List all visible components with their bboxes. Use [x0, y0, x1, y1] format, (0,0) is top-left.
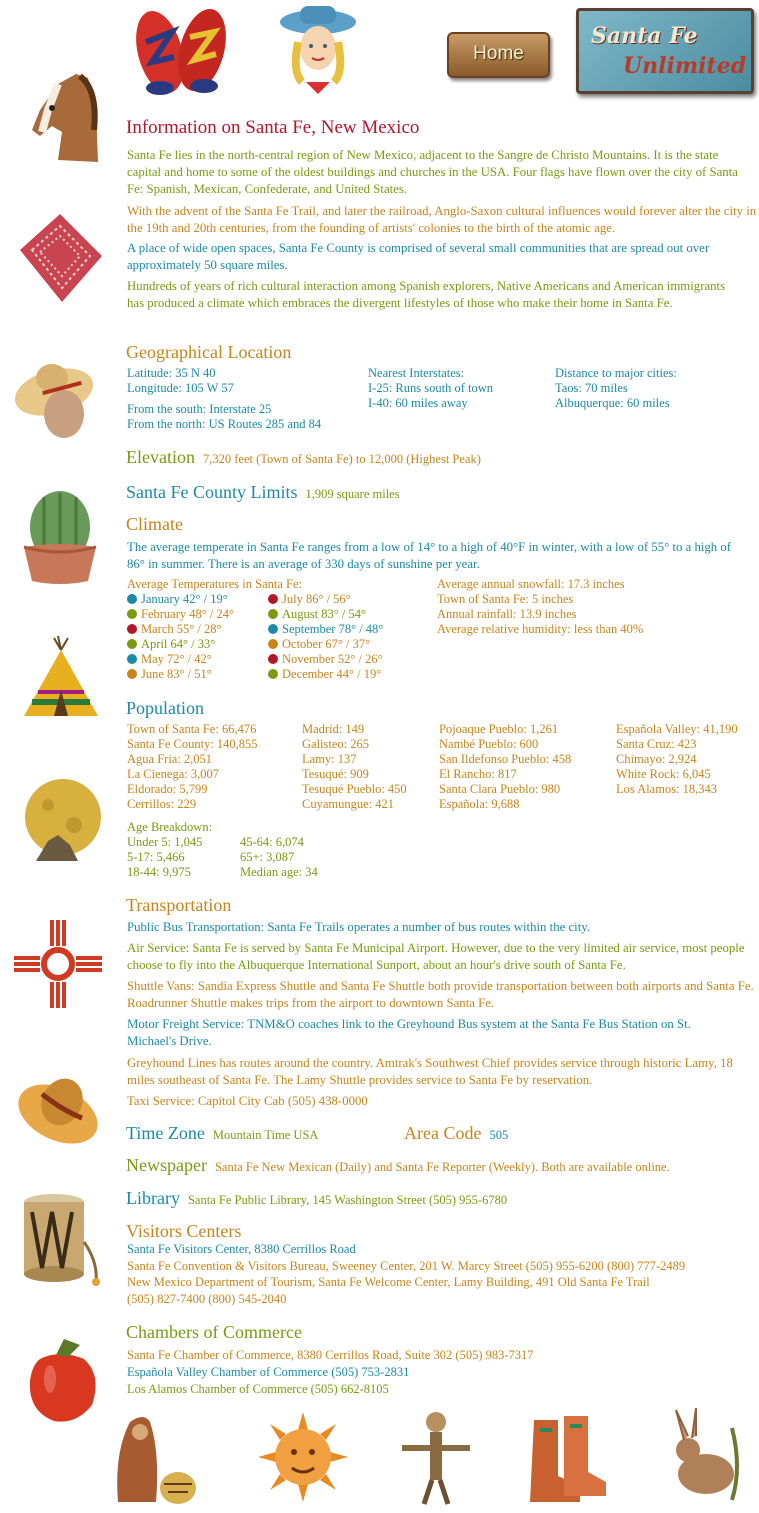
pop-item: Española: 9,688 — [439, 797, 520, 811]
month-october: October 67° / 37° — [268, 637, 383, 652]
county-label: Santa Fe County Limits — [126, 482, 298, 502]
population-col2 — [302, 722, 407, 812]
visitors-list — [127, 1241, 685, 1307]
month-january: January 42° / 19° — [127, 592, 234, 607]
santa-fe-unlimited-logo[interactable] — [576, 8, 754, 94]
newspaper-heading — [126, 1155, 670, 1176]
pop-item: San Ildefonso Pueblo: 458 — [439, 752, 572, 766]
pop-item: Madrid: 149 — [302, 722, 365, 736]
month-march: March 55° / 28° — [127, 622, 234, 637]
logo-title: Santa Fe — [591, 23, 698, 49]
swirl-bullet-icon — [127, 639, 137, 649]
sun-face-icon — [258, 1412, 348, 1502]
timezone-heading — [126, 1123, 318, 1144]
areacode-value: 505 — [489, 1128, 509, 1142]
logo-subtitle: Unlimited — [623, 53, 747, 79]
month-june: June 83° / 51° — [127, 667, 234, 682]
climate-stat-town: Town of Santa Fe: 5 inches — [437, 592, 574, 606]
population-col1 — [127, 722, 258, 812]
drum-icon — [14, 1192, 104, 1288]
visitors-line: Santa Fe Convention & Visitors Bureau, Sweeney Center, 201 W. Marcy Street (505) 955-6200 (800) 777-2489 — [127, 1258, 686, 1273]
geo-i40: I-40: 60 miles away — [368, 396, 468, 410]
month-november: November 52° / 26° — [268, 652, 383, 667]
geo-albuquerque: Albuquerque: 60 miles — [555, 396, 670, 410]
cowboy-boots-icon — [524, 1416, 608, 1508]
swirl-bullet-icon — [268, 639, 278, 649]
pop-item: Española Valley: 41,190 — [616, 722, 738, 736]
chambers-heading: Chambers of Commerce — [126, 1322, 302, 1342]
home-button[interactable]: Home — [447, 32, 550, 78]
pop-item: Nambé Pueblo: 600 — [439, 737, 539, 751]
library-label: Library — [126, 1188, 180, 1208]
bandana-icon — [10, 210, 106, 306]
swirl-bullet-icon — [127, 609, 137, 619]
county-heading — [126, 482, 400, 503]
swirl-bullet-icon — [268, 624, 278, 634]
geo-heading: Geographical Location — [126, 342, 292, 362]
county-value: 1,909 square miles — [305, 487, 400, 501]
pop-item: La Cienega: 3,007 — [127, 767, 219, 781]
elevation-heading — [126, 447, 481, 468]
geo-longitude: Longitude: 105 W 57 — [127, 381, 234, 395]
scarecrow-icon — [396, 1408, 476, 1506]
pop-item: Santa Clara Pueblo: 980 — [439, 782, 561, 796]
pop-item: Town of Santa Fe: 66,476 — [127, 722, 257, 736]
geo-from-north: From the north: US Routes 285 and 84 — [127, 417, 322, 431]
population-col3 — [439, 722, 571, 812]
visitors-heading: Visitors Centers — [126, 1221, 242, 1241]
swirl-bullet-icon — [268, 609, 278, 619]
library-value: Santa Fe Public Library, 145 Washington Street (505) 955-6780 — [187, 1193, 508, 1207]
page-title — [126, 117, 419, 139]
horse-icon — [18, 70, 108, 165]
age-item: Under 5: 1,045 — [127, 835, 203, 849]
climate-months-col2 — [268, 592, 383, 682]
swirl-bullet-icon — [268, 669, 278, 679]
geo-distance-title: Distance to major cities: — [555, 366, 677, 380]
age-col1 — [127, 835, 202, 880]
climate-stat-snowfall: Average annual snowfall: 17.3 inches — [437, 577, 625, 591]
age-title: Age Breakdown: — [127, 820, 213, 834]
elevation-value: 7,320 feet (Town of Santa Fe) to 12,000 (Highest Peak) — [202, 452, 481, 466]
pop-item: Lamy: 137 — [302, 752, 357, 766]
geo-coords — [127, 366, 321, 432]
month-april: April 64° / 33° — [127, 637, 234, 652]
cactus-pot-icon — [14, 487, 106, 587]
geo-taos: Taos: 70 miles — [555, 381, 628, 395]
month-july: July 86° / 56° — [268, 592, 383, 607]
swirl-bullet-icon — [127, 669, 137, 679]
moccasins-icon — [132, 2, 232, 98]
intro-paragraph-3: A place of wide open spaces, Santa Fe County is comprised of several small communities that are spread out over approximately 50 square miles. — [127, 241, 710, 272]
swirl-bullet-icon — [268, 594, 278, 604]
zia-sun-symbol-icon — [12, 916, 104, 1012]
transport-greyhound: Greyhound Lines has routes around the country. Amtrak's Southwest Chief provides service through historic Lamy, 18 miles southeast of Santa Fe. The Lamy Shuttle provides service to Santa Fe by reservation. — [127, 1056, 733, 1087]
geo-from-south: From the south: Interstate 25 — [127, 402, 272, 416]
transport-air: Air Service: Santa Fe is served by Santa Fe Municipal Airport. However, due to the very limited air service, most people choose to fly into the Albuquerque International Sunport, about an hour's drive south of Santa Fe. — [127, 941, 745, 972]
pop-item: Galisteo: 265 — [302, 737, 370, 751]
intro-paragraph-1: Santa Fe lies in the north-central region of New Mexico, adjacent to the Sangre de Christo Mountains. It is the state capital and home to some of the oldest buildings and churches in the USA. Four flags have flown over the city of Santa Fe: Spanish, Mexican, Confederate, and United States. — [127, 148, 738, 196]
geo-distances — [555, 366, 677, 411]
transport-taxi: Taxi Service: Capitol City Cab (505) 438-0000 — [127, 1094, 368, 1108]
newspaper-value: Santa Fe New Mexican (Daily) and Santa Fe Reporter (Weekly). Both are available online. — [214, 1160, 670, 1174]
pop-item: Pojoaque Pueblo: 1,261 — [439, 722, 559, 736]
climate-stat-rainfall: Annual rainfall: 13.9 inches — [437, 607, 577, 621]
pottery-icon — [110, 1412, 200, 1508]
chamber-line: Los Alamos Chamber of Commerce (505) 662-8105 — [127, 1382, 389, 1396]
age-item: 18-44: 9,975 — [127, 865, 191, 879]
pop-item: Santa Fe County: 140,855 — [127, 737, 258, 751]
sombrero-man-icon — [12, 352, 104, 444]
month-december: December 44° / 19° — [268, 667, 383, 682]
climate-months-col1 — [127, 592, 234, 682]
visitors-line: (505) 827-7400 (800) 545-2040 — [127, 1291, 287, 1306]
pop-item: El Rancho: 817 — [439, 767, 517, 781]
intro-paragraph-2: With the advent of the Santa Fe Trail, and later the railroad, Anglo-Saxon cultural influences would forever alter the city in the 19th and 20th centuries, from the founding of artists' colonies to the birth of the atomic age. — [127, 204, 757, 235]
pop-item: Cerrillos: 229 — [127, 797, 197, 811]
pop-item: Chimayo: 2,924 — [616, 752, 697, 766]
transportation-heading: Transportation — [126, 895, 232, 915]
newspaper-label: Newspaper — [126, 1155, 207, 1175]
age-item: 65+: 3,087 — [240, 850, 295, 864]
timezone-value: Mountain Time USA — [212, 1128, 319, 1142]
geo-interstates-title: Nearest Interstates: — [368, 366, 465, 380]
climate-heading: Climate — [126, 514, 183, 534]
swirl-bullet-icon — [127, 624, 137, 634]
areacode-heading — [404, 1123, 508, 1144]
intro-paragraph-4: Hundreds of years of rich cultural interaction among Spanish explorers, Native Americans and American immigrants has produced a climate which embraces the divergent lifestyles of those who make their home in Santa Fe. — [127, 279, 726, 310]
age-item: Median age: 34 — [240, 865, 318, 879]
cowboy-hat-icon — [12, 1058, 102, 1150]
climate-stat-humidity: Average relative humidity: less than 40% — [437, 622, 644, 636]
pop-item: Agua Fria: 2,051 — [127, 752, 213, 766]
climate-avg-title: Average Temperatures in Santa Fe: — [127, 577, 302, 591]
month-august: August 83° / 54° — [268, 607, 383, 622]
age-item: 5-17: 5,466 — [127, 850, 185, 864]
visitors-line: Santa Fe Visitors Center, 8380 Cerrillos Road — [127, 1242, 356, 1256]
areacode-label: Area Code — [404, 1123, 482, 1143]
geo-i25: I-25: Runs south of town — [368, 381, 493, 395]
pop-item: Los Alamos: 18,343 — [616, 782, 718, 796]
moon-coyote-icon — [18, 775, 108, 865]
swirl-bullet-icon — [127, 654, 137, 664]
pop-item: Santa Cruz: 423 — [616, 737, 697, 751]
chambers-list — [127, 1347, 534, 1398]
climate-stats — [437, 577, 643, 637]
transport-shuttle: Shuttle Vans: Sandia Express Shuttle and Santa Fe Shuttle both provide transportation between both airports and Santa Fe. Roadrunner Shuttle makes trips from the airport to downtown Santa Fe. — [127, 979, 754, 1010]
page-title-main: Information on Santa Fe, — [126, 117, 316, 138]
climate-text: The average temperate in Santa Fe ranges from a low of 14° to a high of 40°F in winter, with a low of 55° to a high of 86° in summer. There is an average of 330 days of sunshine per year. — [127, 540, 732, 571]
pop-item: Tesuqué: 909 — [302, 767, 369, 781]
pop-item: Eldorado: 5,799 — [127, 782, 208, 796]
chamber-line: Española Valley Chamber of Commerce (505) 753-2831 — [127, 1365, 410, 1379]
geo-interstates — [368, 366, 493, 411]
month-september: September 78° / 48° — [268, 622, 383, 637]
population-heading: Population — [126, 698, 205, 718]
transport-bus: Public Bus Transportation: Santa Fe Trails operates a number of bus routes within the city. — [127, 920, 591, 934]
swirl-bullet-icon — [268, 654, 278, 664]
chile-pepper-icon — [20, 1335, 106, 1425]
month-february: February 48° / 24° — [127, 607, 234, 622]
month-may: May 72° / 42° — [127, 652, 234, 667]
geo-latitude: Latitude: 35 N 40 — [127, 366, 216, 380]
transport-freight: Motor Freight Service: TNM&O coaches link to the Greyhound Bus system at the Santa Fe Bus Station on St. Michael's Drive. — [127, 1017, 691, 1048]
swirl-bullet-icon — [127, 594, 137, 604]
population-col4 — [616, 722, 738, 797]
cowgirl-icon — [278, 2, 358, 94]
age-col2 — [240, 835, 318, 880]
pop-item: Cuyamungue: 421 — [302, 797, 395, 811]
jackrabbit-icon — [662, 1408, 748, 1504]
timezone-label: Time Zone — [126, 1123, 205, 1143]
elevation-label: Elevation — [126, 447, 195, 467]
pop-item: White Rock: 6,045 — [616, 767, 711, 781]
teepee-icon — [18, 636, 104, 724]
chamber-line: Santa Fe Chamber of Commerce, 8380 Cerrillos Road, Suite 302 (505) 983-7317 — [127, 1348, 534, 1362]
age-item: 45-64: 6,074 — [240, 835, 304, 849]
pop-item: Tesuqué Pueblo: 450 — [302, 782, 407, 796]
library-heading — [126, 1188, 507, 1209]
page-title-state: New Mexico — [320, 117, 420, 138]
visitors-line: New Mexico Department of Tourism, Santa Fe Welcome Center, Lamy Building, 491 Old Santa Fe Trail — [127, 1275, 650, 1289]
